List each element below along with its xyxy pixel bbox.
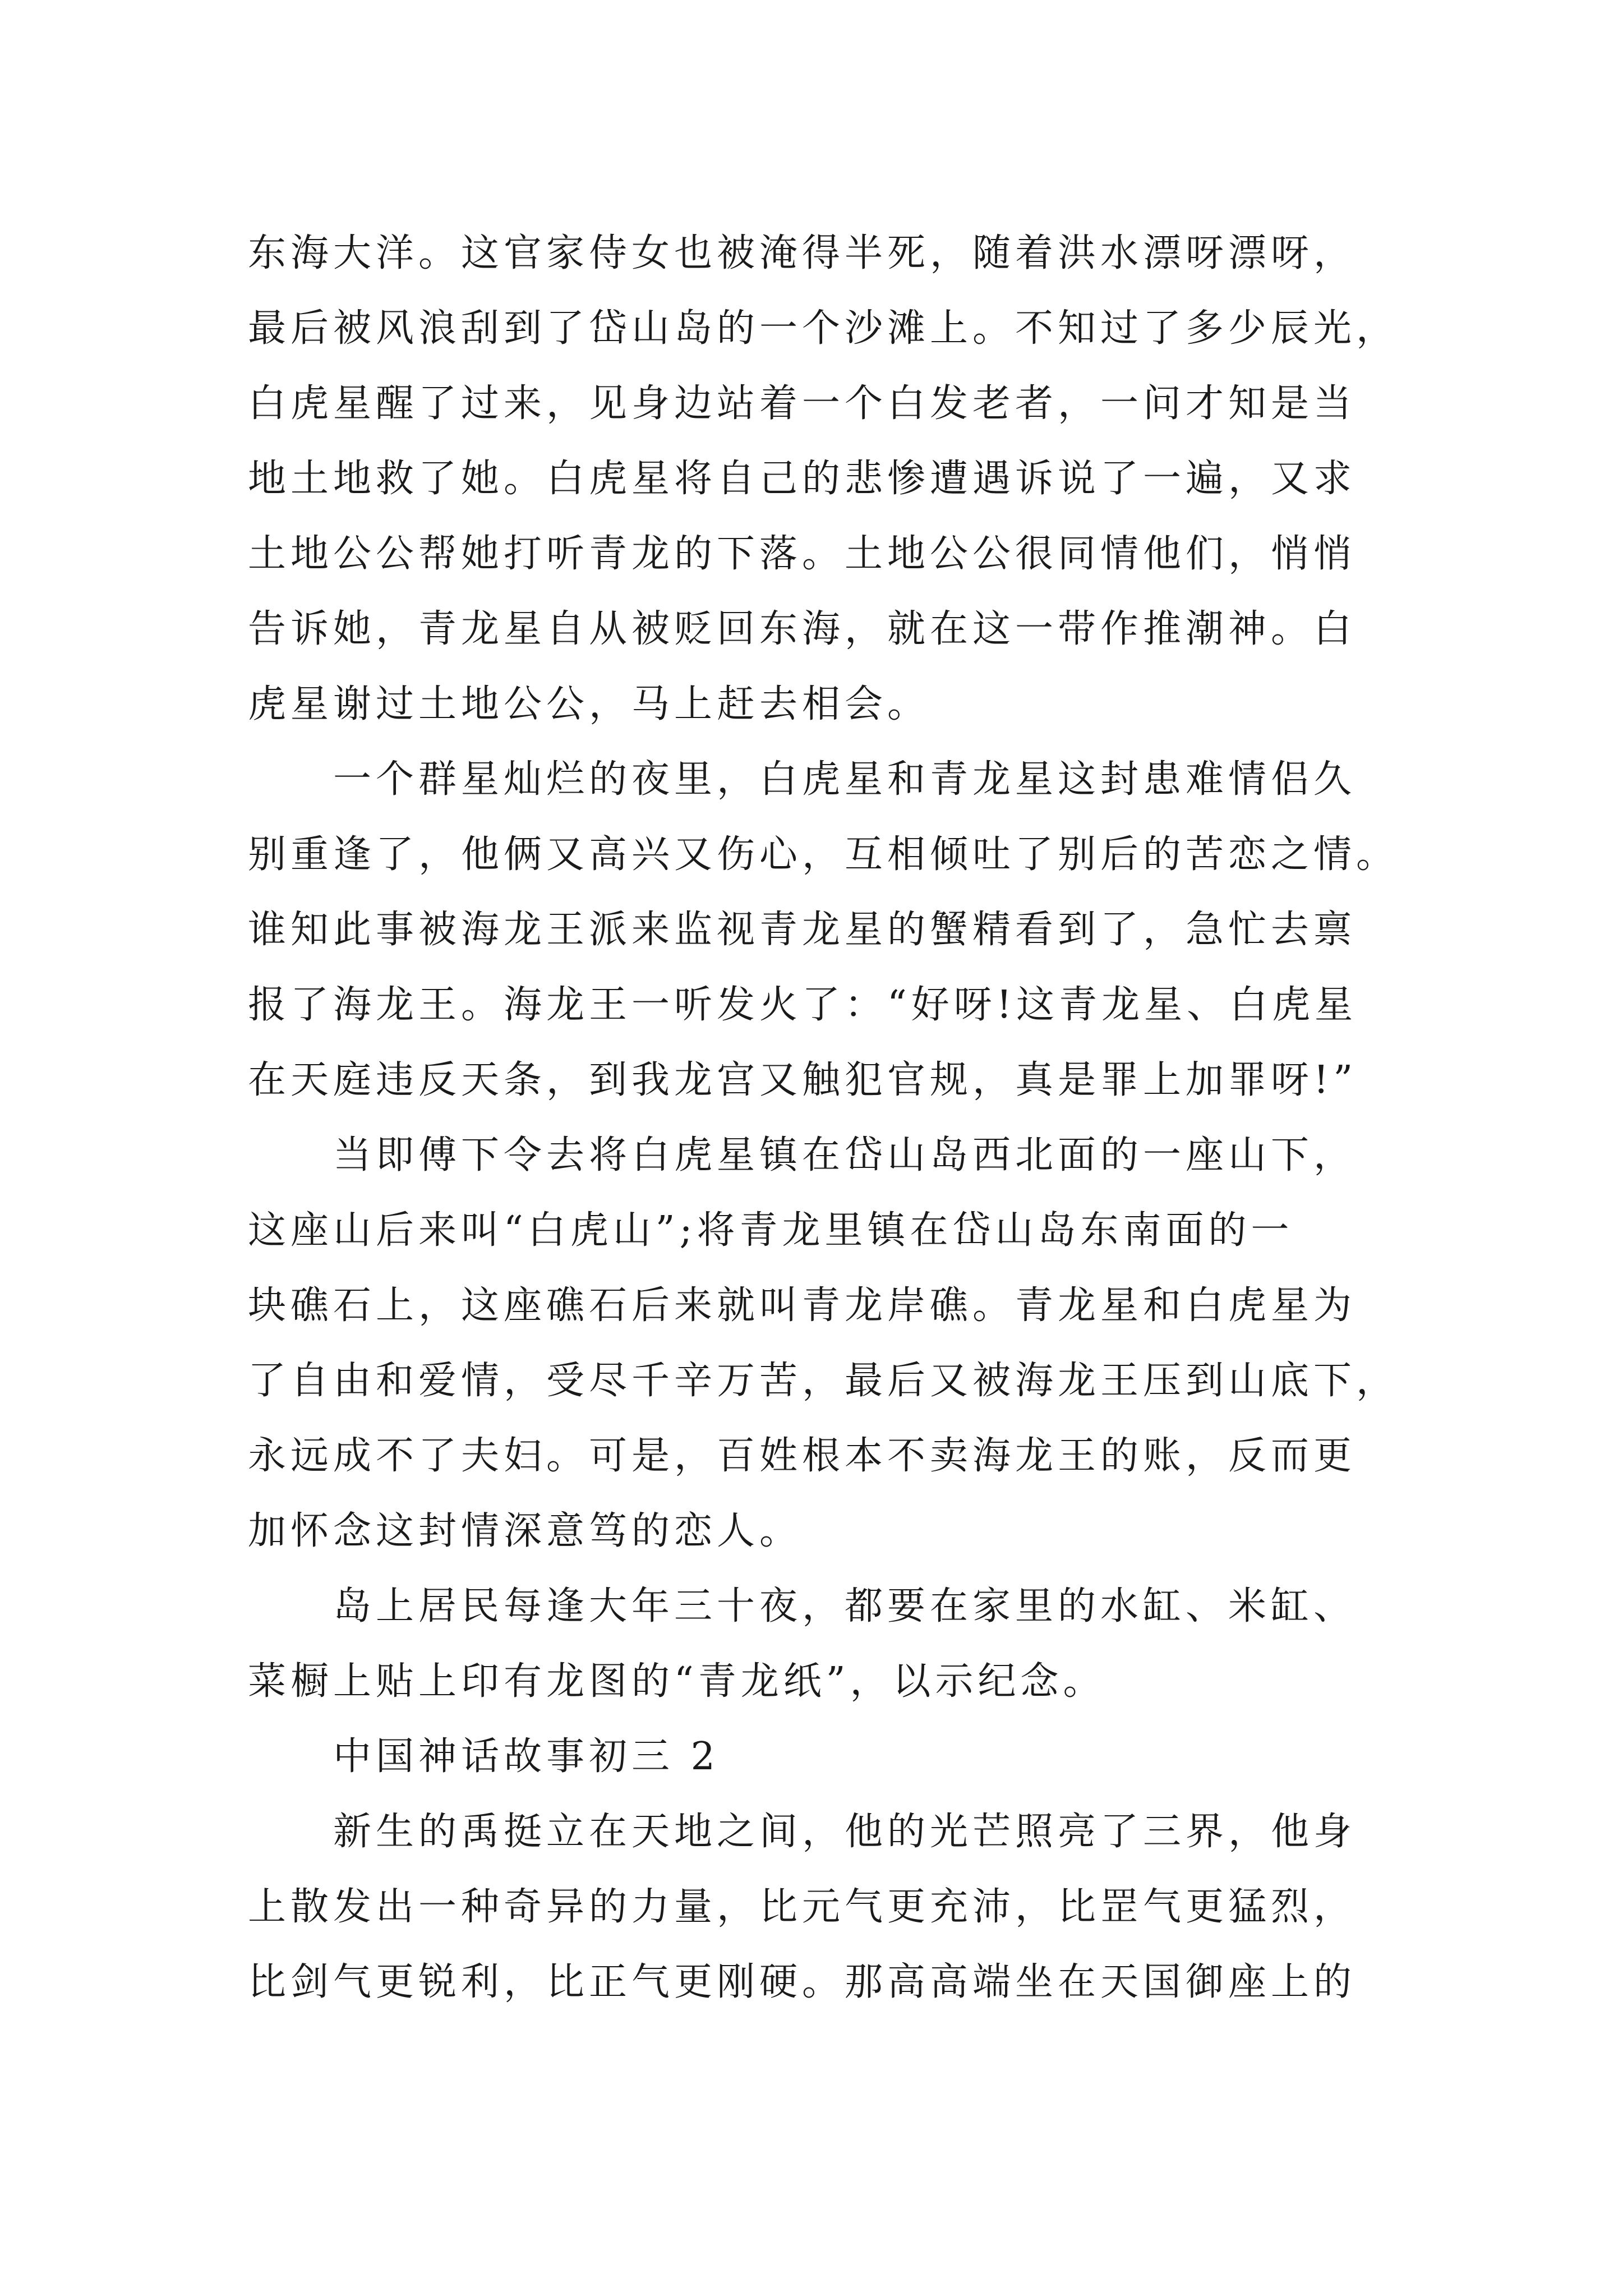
text-line: 这座山后来叫“白虎山”;将青龙里镇在岱山岛东南面的一 [248,1208,1294,1253]
section-heading [248,1719,1426,1795]
text-line: 虎星谢过土地公公，马上赶去相会。 [248,682,930,726]
document-body [248,216,1426,2020]
text-line: 白虎星醒了过来，见身边站着一个白发老者，一问才知是当 [248,381,1357,426]
text-line: 块礁石上，这座礁石后来就叫青龙岸礁。青龙星和白虎星为 [248,1283,1357,1328]
text-line: 东海大洋。这官家侍女也被淹得半死，随着洪水漂呀漂呀， [248,231,1357,275]
text-line: 地土地救了她。白虎星将自己的悲惨遭遇诉说了一遍，又求 [248,457,1357,501]
text-line-indented: 当即傅下令去将白虎星镇在岱山岛西北面的一座山下， [333,1133,1357,1177]
text-line: 了自由和爱情，受尽千辛万苦，最后又被海龙王压到山底下， [248,1359,1399,1403]
text-line: 告诉她，青龙星自从被贬回东海，就在这一带作推潮神。白 [248,607,1357,651]
text-line: 最后被风浪刮到了岱山岛的一个沙滩上。不知过了多少辰光， [248,306,1399,351]
text-line-indented: 新生的禹挺立在天地之间，他的光芒照亮了三界，他身 [333,1810,1357,1854]
paragraph-1 [248,216,1426,742]
paragraph-3 [248,1118,1426,1569]
text-line: 土地公公帮她打听青龙的下落。土地公公很同情他们，悄悄 [248,532,1357,576]
text-line: 菜橱上贴上印有龙图的“青龙纸”，以示纪念。 [248,1659,1106,1704]
text-line: 永远成不了夫妇。可是，百姓根本不卖海龙王的账，反而更 [248,1434,1357,1478]
text-line-indented: 一个群星灿烂的夜里，白虎星和青龙星这封患难情侣久 [333,757,1357,802]
text-line: 比剑气更锐利，比正气更刚硬。那高高端坐在天国御座上的 [248,1960,1357,2004]
text-line: 别重逢了，他俩又高兴又伤心，互相倾吐了别后的苦恋之情。 [248,832,1399,877]
text-line: 谁知此事被海龙王派来监视青龙星的蟹精看到了，急忙去禀 [248,908,1357,952]
paragraph-4 [248,1569,1426,1719]
text-line: 上散发出一种奇异的力量，比元气更充沛，比罡气更猛烈， [248,1885,1357,1929]
section-heading-text: 中国神话故事初三 2 [333,1734,720,1779]
text-line: 加怀念这封情深意笃的恋人。 [248,1509,803,1553]
text-line-indented: 岛上居民每逢大年三十夜，都要在家里的水缸、米缸、 [333,1584,1357,1628]
text-line: 报了海龙王。海龙王一听发火了：“好呀!这青龙星、白虎星 [248,983,1358,1027]
text-line: 在天庭违反天条，到我龙宫又触犯官规，真是罪上加罪呀!” [248,1058,1358,1102]
paragraph-2 [248,742,1426,1118]
paragraph-6 [248,1795,1426,2020]
